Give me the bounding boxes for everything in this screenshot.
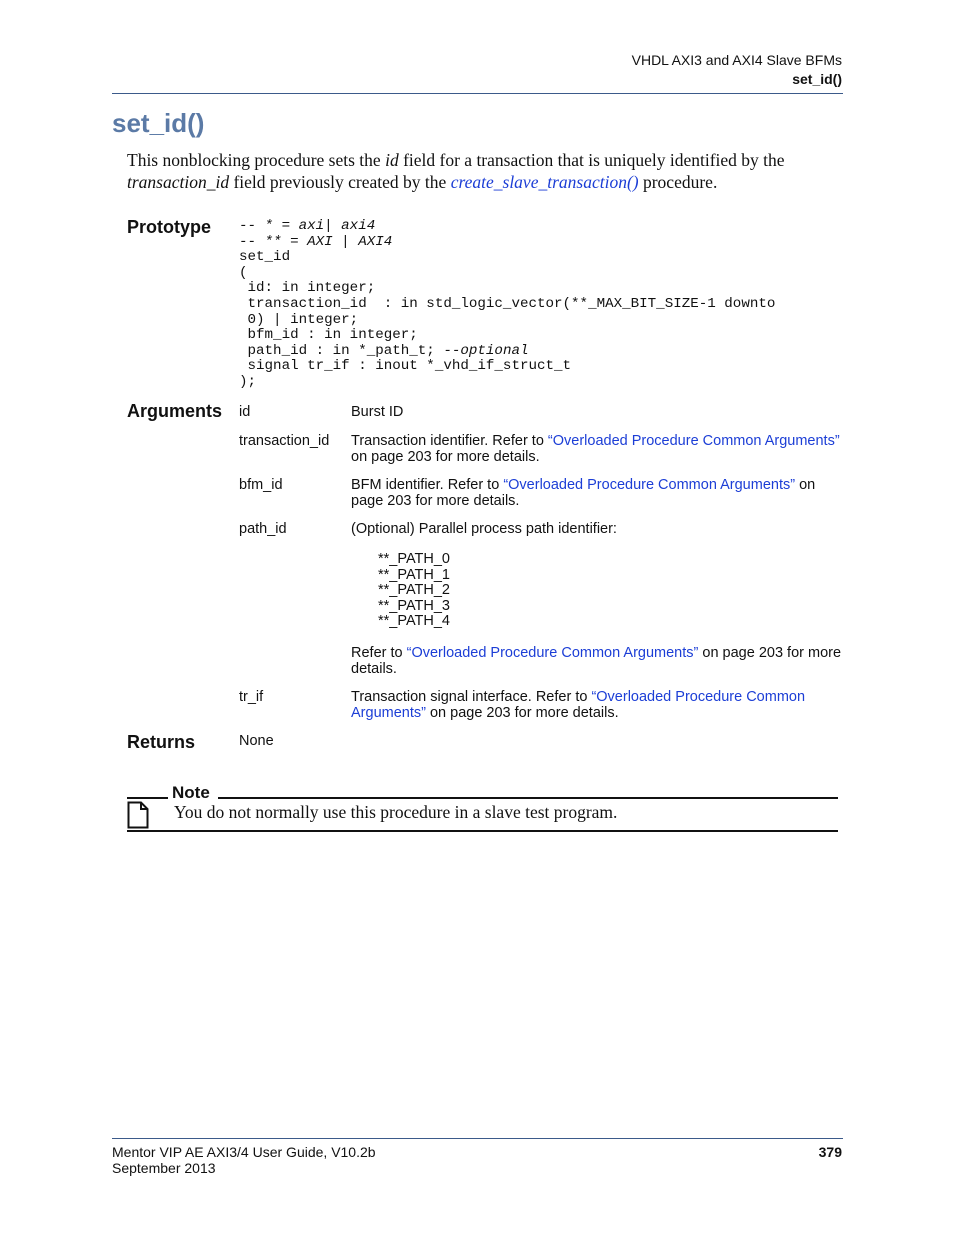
prototype-code: -- * = axi| axi4 -- ** = AXI | AXI4 set_id ( id: in integer; transaction_id : in std_logic_vector(**_MAX_BIT_SIZE-1 downto 0) | integer; bfm_id : in integer; path_id : in *_path_t; --optional signal tr_if : inout *_vhd_if_struct_t ); — [239, 218, 776, 390]
overloaded-args-link[interactable]: “Overloaded Procedure Common Arguments” — [351, 689, 806, 721]
arg-desc-tr-if: Transaction signal interface. Refer to “Overloaded Procedure Common Arguments” on page 203 for more details. — [351, 689, 806, 721]
footer-rule — [112, 1138, 843, 1139]
footer-date: September 2013 — [112, 1160, 216, 1176]
path-value: **_PATH_0 — [378, 551, 450, 567]
arg-desc-id: Burst ID — [351, 404, 404, 420]
arg-desc-transaction-id: Transaction identifier. Refer to “Overloaded Procedure Common Arguments” on page 203 for more details. — [351, 433, 840, 465]
note-text: You do not normally use this procedure in a slave test program. — [174, 802, 618, 822]
path-value: **_PATH_1 — [378, 566, 450, 583]
arg-name-transaction-id: transaction_id — [239, 433, 330, 449]
overloaded-args-link[interactable]: “Overloaded Procedure Common Arguments” — [406, 645, 699, 661]
arg-desc-bfm-id: BFM identifier. Refer to “Overloaded Procedure Common Arguments” on page 203 for more details. — [351, 477, 816, 509]
running-header-chapter: VHDL AXI3 and AXI4 Slave BFMs — [631, 52, 842, 68]
note-rule-left — [127, 797, 168, 799]
arg-name-id: id — [239, 404, 251, 420]
note-page-icon — [127, 801, 149, 829]
footer-guide: Mentor VIP AE AXI3/4 User Guide, V10.2b — [112, 1144, 376, 1160]
arg-name-tr-if: tr_if — [239, 689, 264, 705]
note-label: Note — [172, 783, 210, 802]
path-value: **_PATH_3 — [378, 597, 450, 614]
page-number: 379 — [818, 1144, 842, 1160]
page-title: set_id() — [112, 108, 205, 138]
header-rule — [112, 93, 843, 94]
returns-value: None — [239, 733, 274, 749]
arg-desc-path-id: (Optional) Parallel process path identifier: — [351, 521, 617, 537]
create-slave-transaction-link[interactable]: create_slave_transaction() — [450, 172, 639, 192]
returns-heading: Returns — [127, 732, 196, 752]
arg-path-id-refer: Refer to “Overloaded Procedure Common Arguments” on page 203 for more details. — [351, 645, 842, 677]
overloaded-args-link[interactable]: “Overloaded Procedure Common Arguments” — [503, 477, 796, 493]
note-rule-bottom — [127, 830, 838, 832]
running-header-section: set_id() — [792, 71, 842, 87]
arguments-heading: Arguments — [127, 401, 223, 421]
path-value: **_PATH_4 — [378, 613, 450, 629]
path-id-values — [378, 552, 450, 630]
intro-paragraph: This nonblocking procedure sets the id field for a transaction that is uniquely identified by the transaction_id field previously created by the create_slave_transaction() procedure. — [127, 150, 785, 192]
path-value: **_PATH_2 — [378, 582, 450, 598]
overloaded-args-link[interactable]: “Overloaded Procedure Common Arguments” — [547, 433, 840, 449]
arg-name-path-id: path_id — [239, 521, 287, 537]
note-rule-right — [218, 797, 838, 799]
prototype-heading: Prototype — [127, 217, 212, 237]
arg-name-bfm-id: bfm_id — [239, 477, 283, 493]
